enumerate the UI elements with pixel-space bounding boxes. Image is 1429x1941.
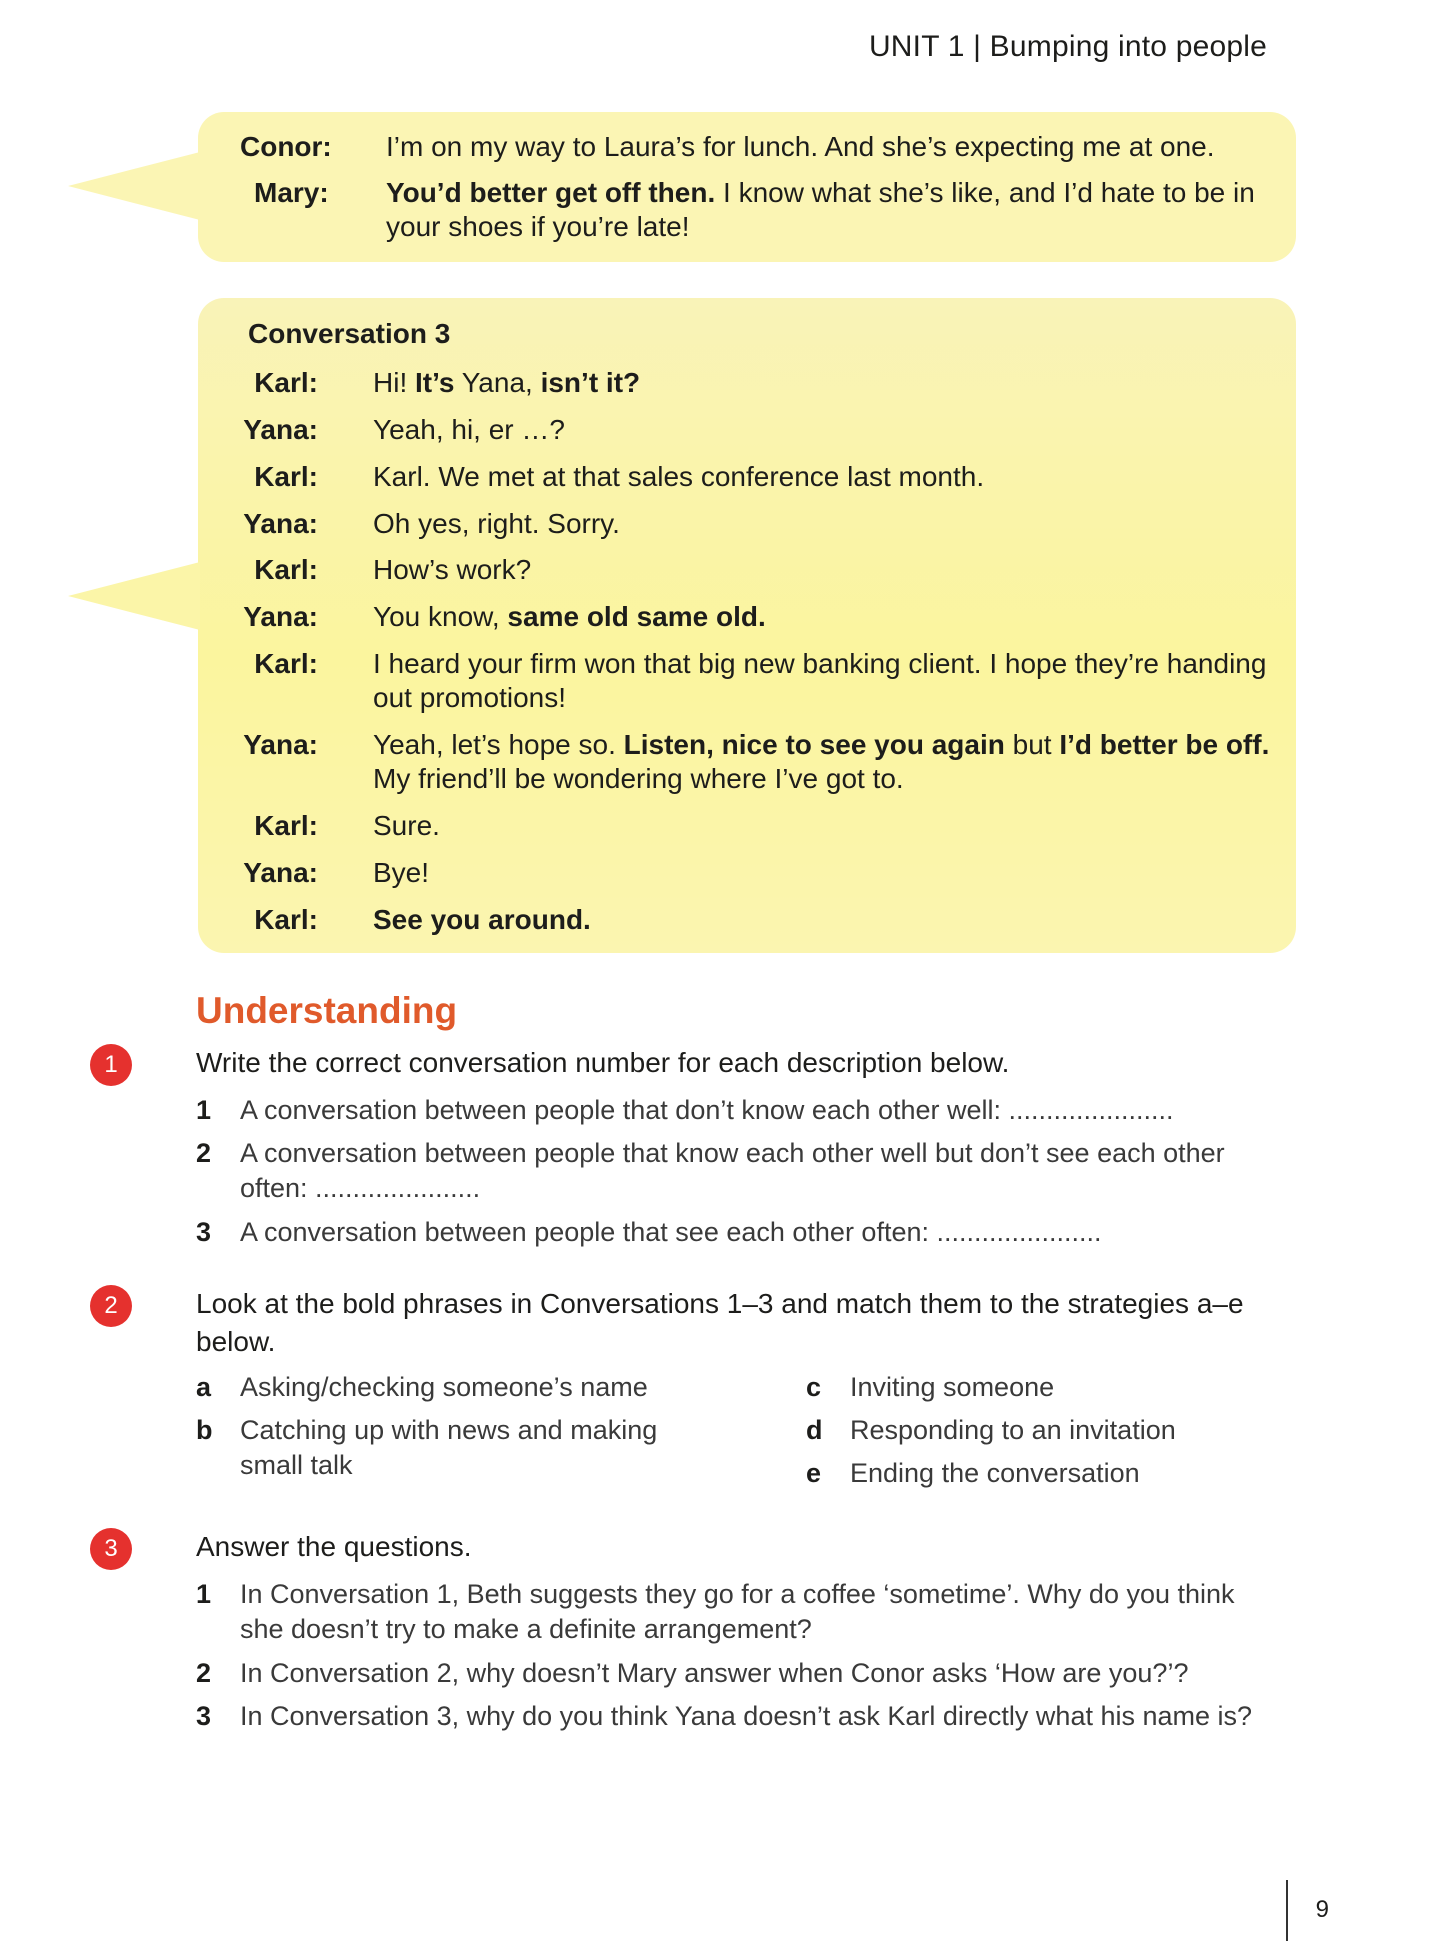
exercise-number-1: 1 bbox=[90, 1044, 132, 1086]
item-text: Asking/checking someone’s name bbox=[240, 1372, 648, 1402]
text-run: Yana, bbox=[454, 367, 541, 398]
page-number: 9 bbox=[1315, 1896, 1329, 1923]
text-run: Bye! bbox=[373, 857, 430, 888]
bold-phrase: You’d better get off then. bbox=[386, 177, 716, 208]
text-run: My friend’ll be wondering where I’ve got to. bbox=[373, 763, 904, 794]
speaker-yana: Yana: bbox=[243, 508, 318, 539]
item-text: In Conversation 3, why do you think Yana doesn’t ask Karl directly what his name is? bbox=[240, 1701, 1253, 1731]
bold-phrase: Listen, nice to see you again bbox=[623, 729, 1005, 760]
text-run: but bbox=[1004, 729, 1060, 760]
item-number: 1 bbox=[196, 1095, 212, 1125]
speaker-karl: Karl: bbox=[254, 554, 318, 585]
text-run: You know, bbox=[373, 601, 508, 632]
item-text: A conversation between people that know each other well but don’t see each other often: ...................... bbox=[240, 1138, 1225, 1203]
speaker-karl: Karl: bbox=[254, 461, 318, 492]
dialogue-line bbox=[373, 856, 1273, 890]
speaker-conor: Conor: bbox=[240, 131, 332, 162]
text-run: I heard your firm won that big new banking client. I hope they’re handing out promotions! bbox=[373, 648, 1267, 713]
bold-phrase: same old same old. bbox=[507, 601, 766, 632]
speaker-karl: Karl: bbox=[254, 810, 318, 841]
item-number: 2 bbox=[196, 1658, 212, 1688]
item-text: Ending the conversation bbox=[850, 1458, 1140, 1488]
section-title: Understanding bbox=[196, 990, 458, 1031]
text-run: Yeah, hi, er …? bbox=[373, 414, 565, 445]
text-run: Sure. bbox=[373, 810, 440, 841]
text-run: Yeah, let’s hope so. bbox=[373, 729, 624, 760]
bold-phrase: isn’t it? bbox=[540, 367, 641, 398]
dialogue-line bbox=[373, 507, 1273, 541]
speaker-karl: Karl: bbox=[254, 904, 318, 935]
dialogue-line bbox=[373, 413, 1273, 447]
item-letter: d bbox=[806, 1415, 823, 1445]
text-run: Hi! bbox=[373, 367, 415, 398]
dialogue-line bbox=[373, 460, 1273, 494]
text-run: I’m on my way to Laura’s for lunch. And she’s expecting me at one. bbox=[386, 131, 1215, 162]
page-divider bbox=[1286, 1880, 1288, 1941]
dialogue-line bbox=[373, 553, 1273, 587]
speaker-yana: Yana: bbox=[243, 414, 318, 445]
item-letter: a bbox=[196, 1372, 212, 1402]
dialogue-line bbox=[373, 600, 1273, 634]
conversation-3-title: Conversation 3 bbox=[248, 318, 451, 349]
item-text: In Conversation 1, Beth suggests they go for a coffee ‘sometime’. Why do you think she doesn’t try to make a definite arrangement? bbox=[240, 1579, 1235, 1644]
dialogue-line bbox=[386, 176, 1276, 244]
speaker-karl: Karl: bbox=[254, 648, 318, 679]
exercise-number-3: 3 bbox=[90, 1528, 132, 1570]
speaker-yana: Yana: bbox=[243, 601, 318, 632]
item-text: In Conversation 2, why doesn’t Mary answer when Conor asks ‘How are you?’? bbox=[240, 1658, 1189, 1688]
exercise-number-2: 2 bbox=[90, 1285, 132, 1327]
bold-phrase: See you around. bbox=[373, 904, 591, 935]
item-text: Responding to an invitation bbox=[850, 1415, 1176, 1445]
item-number: 1 bbox=[196, 1579, 212, 1609]
bold-phrase: I’d better be off. bbox=[1059, 729, 1270, 760]
text-run: Oh yes, right. Sorry. bbox=[373, 508, 620, 539]
bold-phrase: It’s bbox=[415, 367, 455, 398]
item-letter: e bbox=[806, 1458, 822, 1488]
unit-header: UNIT 1 | Bumping into people bbox=[868, 30, 1267, 63]
item-number: 3 bbox=[196, 1217, 212, 1247]
dialogue-line bbox=[373, 728, 1273, 796]
text-run: How’s work? bbox=[373, 554, 532, 585]
item-text: Inviting someone bbox=[850, 1372, 1055, 1402]
text-run: Karl. We met at that sales conference last month. bbox=[373, 461, 985, 492]
dialogue-line bbox=[373, 366, 1273, 400]
speaker-karl: Karl: bbox=[254, 367, 318, 398]
dialogue-line bbox=[373, 903, 1273, 937]
exercise-3-instruction: Answer the questions. bbox=[196, 1531, 472, 1562]
dialogue-line bbox=[373, 809, 1273, 843]
item-number: 2 bbox=[196, 1138, 212, 1168]
speaker-mary: Mary: bbox=[254, 177, 329, 208]
text-run: I know what she’s like, and I’d hate to be in your shoes if you’re late! bbox=[386, 177, 1255, 242]
speaker-yana: Yana: bbox=[243, 729, 318, 760]
item-letter: c bbox=[806, 1372, 822, 1402]
item-text: A conversation between people that see each other often: ...................... bbox=[240, 1217, 1102, 1247]
item-text: Catching up with news and making small talk bbox=[240, 1415, 658, 1480]
exercise-1-instruction: Write the correct conversation number for each description below. bbox=[196, 1047, 1010, 1078]
speaker-yana: Yana: bbox=[243, 857, 318, 888]
item-letter: b bbox=[196, 1415, 213, 1445]
dialogue-line bbox=[373, 647, 1273, 715]
item-text: A conversation between people that don’t know each other well: ...................... bbox=[240, 1095, 1174, 1125]
item-number: 3 bbox=[196, 1701, 212, 1731]
dialogue-line bbox=[386, 130, 1276, 164]
exercise-2-instruction: Look at the bold phrases in Conversations 1–3 and match them to the strategies a–e below. bbox=[196, 1288, 1244, 1357]
